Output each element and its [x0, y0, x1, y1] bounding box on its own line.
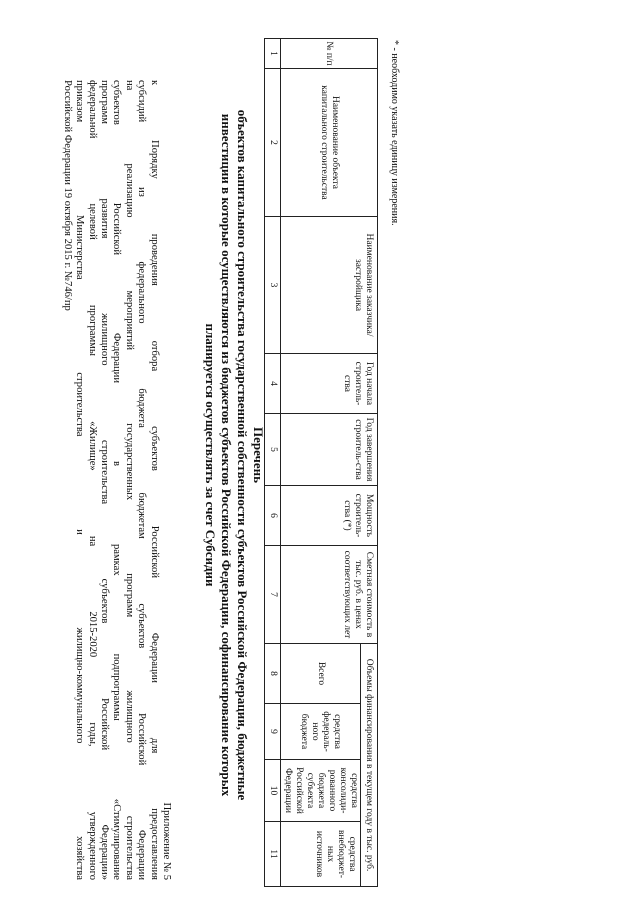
appendix-line: на реализацию мероприятий государственных программ жилищного строительства	[123, 80, 135, 880]
header-estimate: Сметная стоимость в тыс. руб. в ценах соответствующих лет	[281, 546, 378, 644]
column-number: 11	[265, 822, 281, 887]
column-number: 9	[265, 704, 281, 760]
column-number: 3	[265, 217, 281, 354]
column-number: 7	[265, 546, 281, 644]
appendix-line: Приложение № 5	[161, 802, 172, 880]
title-line: планируется осуществлять за счет Субсидии	[203, 323, 218, 587]
footnote: * - необходимо указать единицу измерения.	[389, 40, 400, 226]
header-capacity: Мощность строитель-ства (*)	[281, 486, 378, 546]
column-number: 1	[265, 39, 281, 69]
title-line: инвестиции в которые осуществляются из бюджетов субъектов Российской Федерации, софинансирование которых	[219, 113, 234, 797]
header-funding-group: Объемы финансирования в текущем году в тыс. руб.	[361, 644, 378, 887]
document-title	[202, 20, 266, 890]
appendix-line: субсидий из федерального бюджета бюджетам субъектов Российской Федерации	[136, 80, 148, 880]
object-list-table	[264, 38, 378, 887]
title-line: Перечень	[251, 426, 266, 484]
column-number: 4	[265, 354, 281, 414]
table-header-row	[361, 39, 378, 887]
column-number: 8	[265, 644, 281, 704]
appendix-note	[60, 80, 172, 880]
appendix-line: к Порядку проведения отбора субъектов Российской Федерации для предоставления	[148, 80, 160, 880]
header-end-year: Год завершения строитель-ства	[281, 414, 378, 486]
column-number: 5	[265, 414, 281, 486]
header-regional-funds: средства консолиди-рованного бюджета субъекта Российской Федерации	[281, 760, 361, 822]
appendix-line: приказом Министерства строительства и жилищно-коммунального хозяйства	[74, 80, 86, 880]
appendix-line: федеральной целевой программы «Жилище» на 2015-2020 годы, утвержденного	[86, 80, 98, 880]
header-federal-funds: средства федераль-ного бюджета	[281, 704, 361, 760]
header-customer: Наименование заказчика/ застройщика	[281, 217, 378, 354]
column-number: 2	[265, 69, 281, 217]
title-line: объектов капитального строительства государственной собственности субъектов Российской Федерации, бюджетные	[235, 109, 250, 801]
column-number: 10	[265, 760, 281, 822]
column-number: 6	[265, 486, 281, 546]
appendix-line: Российской Федерации 19 октября 2015 г. №746/пр	[61, 80, 73, 311]
header-object-name: Наименование объекта капитального строительства	[281, 69, 378, 217]
appendix-line: программ развития жилищного строительства субъектов Российской Федерации»	[98, 80, 110, 880]
header-extrabudgetary-funds: средства внебюджет-ных источников	[281, 822, 361, 887]
header-num: № п/п	[281, 39, 378, 69]
column-number-row	[265, 39, 281, 887]
header-start-year: Год начала строитель-ства	[281, 354, 378, 414]
header-total: Всего	[281, 644, 361, 704]
appendix-line: субъектов Российской Федерации в рамках подпрограммы «Стимулирование	[111, 80, 123, 880]
